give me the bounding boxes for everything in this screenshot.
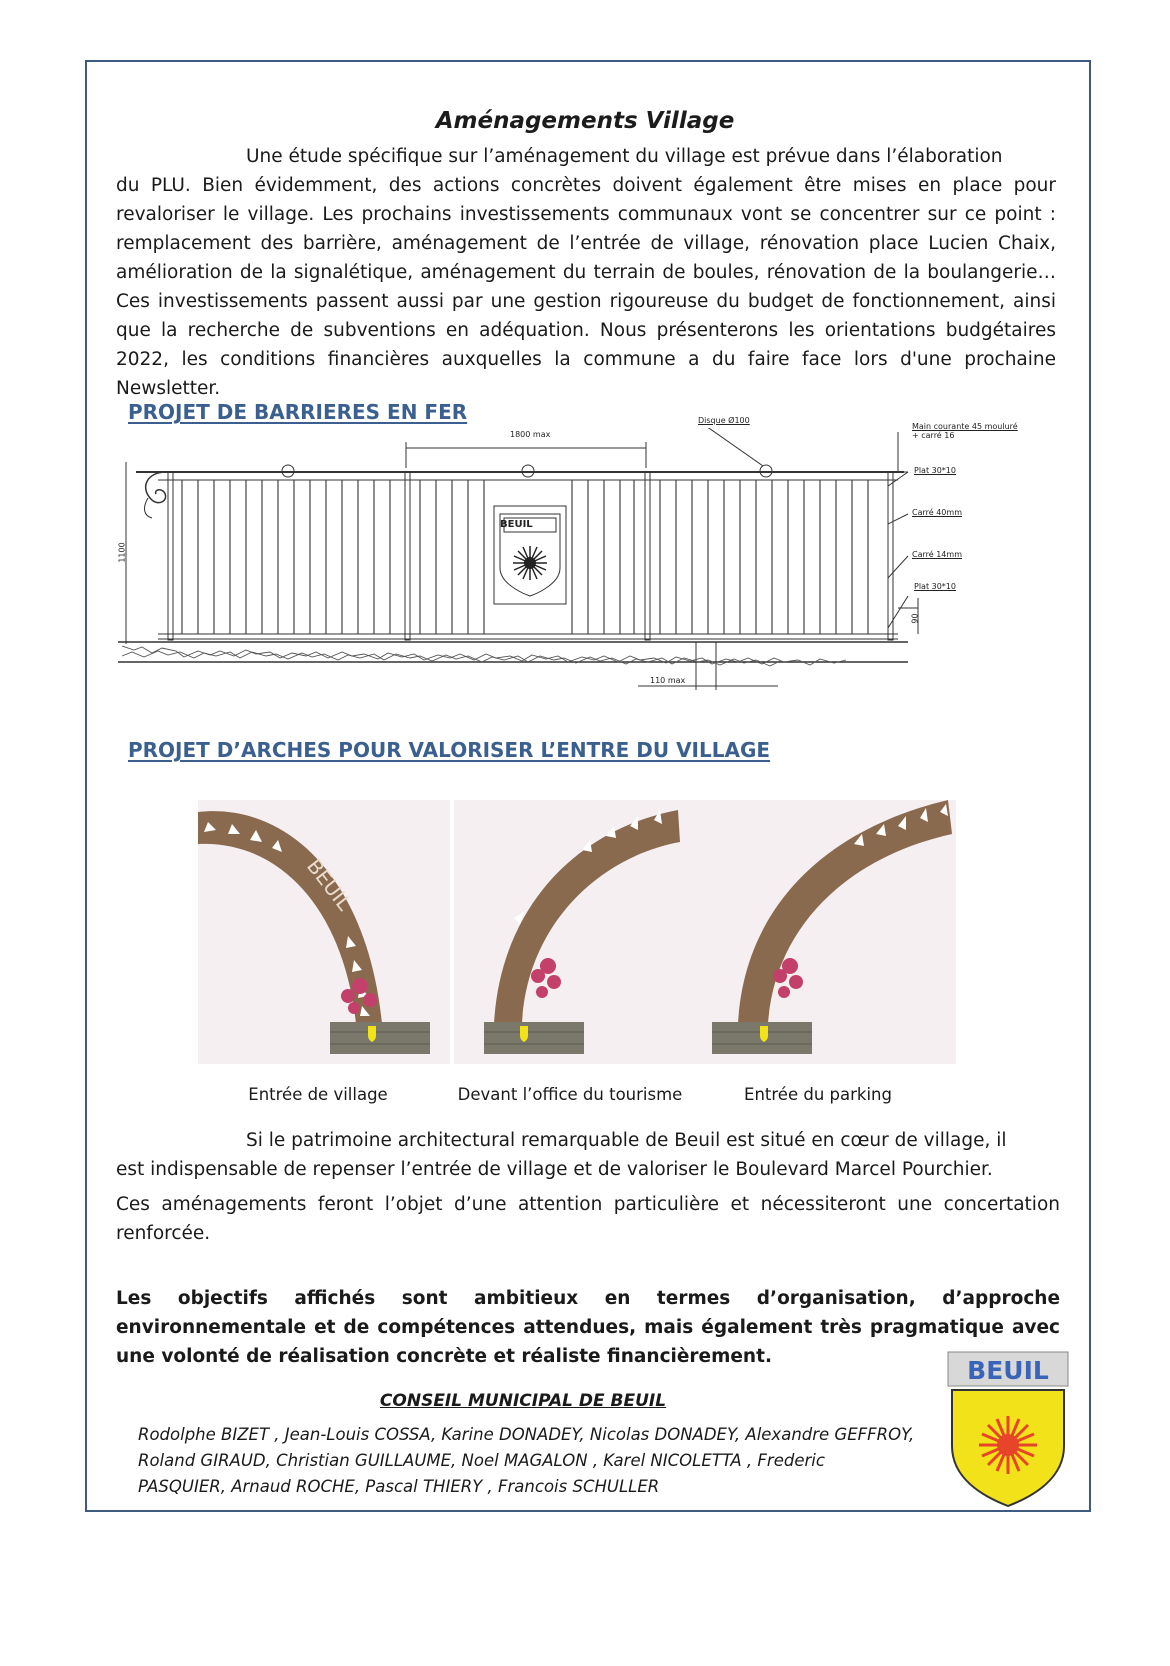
label-carre40: Carré 40mm (912, 508, 962, 517)
objectifs-paragraph: Les objectifs affichés sont ambitieux en termes d’organisation, d’approche environnementale et de compétences attendues, mais également très pragmatique avec une volonté de réalisation concrète et réaliste financièrement. (116, 1288, 1060, 1367)
caption-entree-village: Entrée de village (248, 1085, 388, 1104)
arch-svg-1 (198, 800, 450, 1064)
arch-svg-2 (454, 800, 706, 1064)
arch-image-entree-parking (704, 800, 956, 1064)
patrimoine-paragraph (116, 1126, 1060, 1184)
council-heading: CONSEIL MUNICIPAL DE BEUIL (379, 1391, 667, 1411)
arch-image-entree-village (198, 800, 450, 1064)
intro-paragraph (116, 142, 1056, 403)
label-gap: 90 (910, 613, 920, 624)
intro-first-line: Une étude spécifique sur l’aménagement du village est prévue dans l’élaboration (246, 146, 1003, 167)
label-carre14: Carré 14mm (912, 550, 962, 559)
beuil-shield-svg (946, 1350, 1070, 1510)
barrieres-heading: PROJET DE BARRIERES EN FER (128, 400, 468, 424)
page-title: Aménagements Village (435, 108, 735, 134)
label-width: 1800 max (510, 430, 551, 439)
arch-text: BEUIL (302, 854, 357, 915)
railing-drawing (117, 416, 1078, 728)
arch-svg-3 (704, 800, 956, 1064)
arches-heading: PROJET D’ARCHES POUR VALORISER L’ENTRE DU VILLAGE (128, 738, 771, 762)
label-main-courante: Main courante 45 mouluré (912, 422, 1018, 431)
shield-plate-text: BEUIL (500, 519, 533, 530)
council-members: Rodolphe BIZET , Jean-Louis COSSA, Karine DONADEY, Nicolas DONADEY, Alexandre GEFFROY, Roland GIRAUD, Christian GUILLAUME, Noel MAGALON , Karel NICOLETTA , Frederic PASQUIER, Arnaud ROCHE, Pascal THIERY , Francois SCHULLER (138, 1425, 915, 1496)
label-height: 1100 (117, 542, 127, 563)
patrimoine-rest: est indispensable de repenser l’entrée de village et de valoriser le Boulevard Marcel Pourchier. (116, 1159, 993, 1180)
label-plat-bottom: Plat 30*10 (914, 582, 956, 591)
label-spacing: 110 max (650, 676, 686, 685)
intro-body: du PLU. Bien évidemment, des actions concrètes doivent également être mises en place pour revaloriser le village. Les prochains investissements communaux vont se concentrer sur ce point : remplacement des barrière, aménagement de l’entrée de village, rénovation place Lucien Chaix, amélioration de la signalétique, aménagement du terrain de boules, rénovation de la boulangerie… Ces investissements passent aussi par une gestion rigoureuse du budget de fonctionnement, ainsi que la recherche de subventions en adéquation. Nous présenterons les orientations budgétaires 2022, les conditions financières auxquelles la commune a du faire face lors d'une prochaine Newsletter. (116, 175, 1056, 399)
logo-text: BEUIL (967, 1356, 1049, 1385)
label-plat-top: Plat 30*10 (914, 466, 956, 475)
caption-entree-parking: Entrée du parking (744, 1085, 892, 1104)
beuil-logo (946, 1350, 1070, 1510)
caption-office-tourisme: Devant l’office du tourisme (457, 1085, 683, 1104)
patrimoine-first-line: Si le patrimoine architectural remarquable de Beuil est situé en cœur de village, il (246, 1130, 1007, 1151)
label-main-courante-2: + carré 16 (912, 431, 955, 440)
arch-image-office-tourisme (454, 800, 706, 1064)
label-disque: Disque Ø100 (698, 416, 750, 425)
amenagements-paragraph: Ces aménagements feront l’objet d’une attention particulière et nécessiteront une concertation renforcée. (116, 1194, 1060, 1244)
